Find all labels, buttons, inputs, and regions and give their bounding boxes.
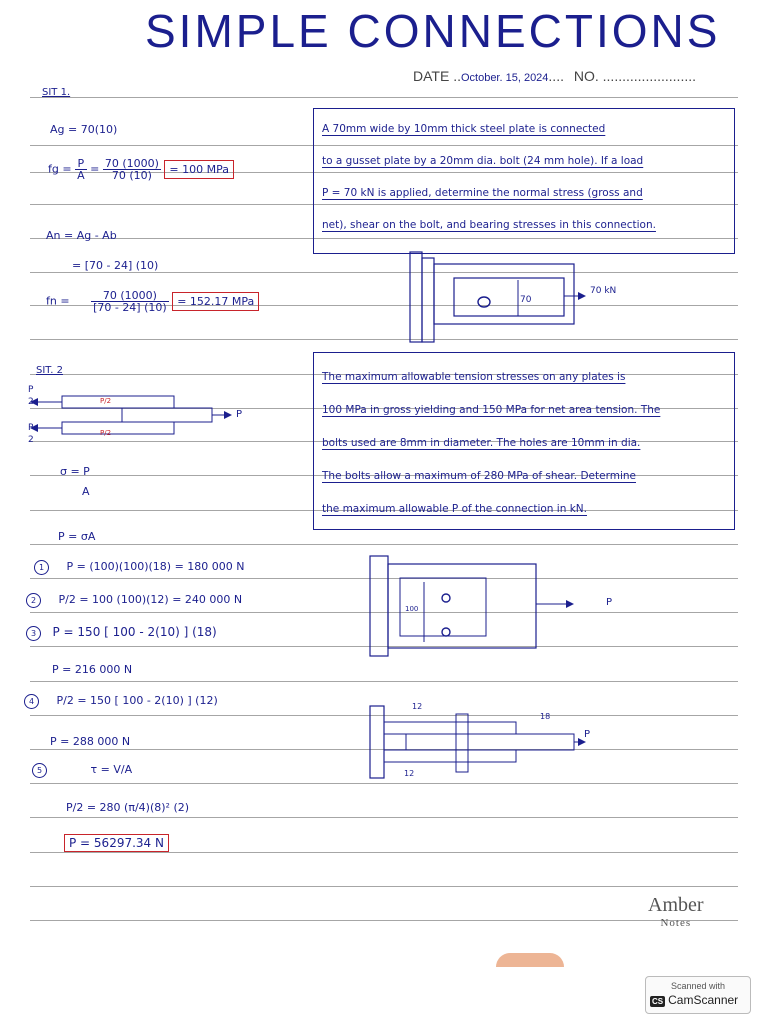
step-row bbox=[50, 736, 130, 747]
sit2-fig-p: P bbox=[606, 597, 613, 608]
ruled-line bbox=[30, 920, 738, 921]
fg-val-top: 70 (1000) bbox=[104, 157, 159, 170]
problem-line: A 70mm wide by 10mm thick steel plate is connected bbox=[322, 123, 606, 135]
sit2-fig-12b: 12 bbox=[404, 769, 415, 778]
step-row bbox=[26, 593, 242, 608]
step-number: 4 bbox=[24, 694, 39, 709]
sit2-lap-sketch bbox=[28, 385, 238, 448]
step-text: P/2 = 280 (π/4)(8)² (2) bbox=[66, 801, 190, 814]
fg-value-fraction bbox=[103, 158, 161, 181]
fn-result: = 152.17 MPa bbox=[172, 292, 259, 311]
step-text: P = 150 [ 100 - 2(10) ] (18) bbox=[52, 625, 217, 639]
brand-logo bbox=[648, 894, 704, 929]
camscanner-icon: CS bbox=[652, 997, 664, 1006]
sit2-sigma-den: A bbox=[82, 485, 90, 498]
scanned-with-text: Scanned with bbox=[670, 981, 726, 991]
fn-fraction bbox=[91, 290, 169, 313]
sit2-p-half-bot: P bbox=[28, 423, 34, 433]
ruled-line bbox=[30, 852, 738, 853]
problem-line: bolts used are 8mm in diameter. The holes are 10mm in dia. bbox=[322, 437, 641, 449]
fn-top: 70 (1000) bbox=[91, 290, 169, 302]
fg-val-bot: 70 (10) bbox=[111, 169, 152, 182]
problem-line: The maximum allowable tension stresses on any plates is bbox=[322, 371, 626, 383]
ruled-line bbox=[30, 886, 738, 887]
date-label: DATE .. bbox=[413, 68, 461, 84]
sit2-fig-p2: P bbox=[584, 729, 591, 740]
sit2-fig-dim-100: 100 bbox=[405, 605, 419, 613]
sit2-p: P bbox=[236, 409, 243, 420]
step-row bbox=[24, 694, 218, 709]
fg-fraction bbox=[75, 158, 87, 181]
sit2-two-top: 2 bbox=[28, 397, 34, 407]
sit2-problem-box bbox=[313, 352, 735, 530]
sit2-p-eq: P = σA bbox=[58, 530, 96, 543]
step-row bbox=[52, 664, 132, 675]
fg-frac-bot: A bbox=[77, 169, 85, 182]
problem-line: P = 70 kN is applied, determine the normal stress (gross and bbox=[322, 187, 643, 199]
problem-line: 100 MPa in gross yielding and 150 MPa for net area tension. The bbox=[322, 404, 661, 416]
fn-lhs: fn = bbox=[46, 294, 70, 308]
step-row bbox=[32, 763, 132, 778]
sit1-an2: = [70 - 24] (10) bbox=[72, 259, 159, 272]
sit1-fig-load: 70 kN bbox=[590, 286, 617, 296]
step-number: 2 bbox=[26, 593, 41, 608]
sit1-fg bbox=[48, 158, 234, 181]
sit2-sigma: σ = P bbox=[60, 465, 90, 478]
sit2-figure-side bbox=[366, 704, 606, 784]
sit1-fig-dim: 70 bbox=[520, 295, 532, 305]
fg-frac-top: P bbox=[75, 158, 87, 170]
step-text: P/2 = 150 [ 100 - 2(10) ] (12) bbox=[56, 694, 218, 707]
date-dots: .... bbox=[548, 68, 564, 84]
ruled-line bbox=[30, 817, 738, 818]
sit1-problem-box bbox=[313, 108, 735, 254]
step-row bbox=[66, 802, 189, 813]
camscanner-label: CamScanner bbox=[668, 993, 739, 1007]
step-text: P = 288 000 N bbox=[50, 735, 131, 748]
sit2-fig-18: 18 bbox=[540, 712, 551, 721]
page-title: SIMPLE CONNECTIONS bbox=[145, 5, 721, 57]
ruled-line bbox=[30, 681, 738, 682]
problem-line: to a gusset plate by a 20mm dia. bolt (24 mm hole). If a load bbox=[322, 155, 644, 167]
date-field bbox=[413, 68, 696, 84]
sit1-label: SIT 1. bbox=[42, 87, 71, 98]
brand-name: Amber bbox=[648, 894, 704, 916]
step-text: P = (100)(100)(18) = 180 000 N bbox=[66, 560, 245, 573]
step-row bbox=[26, 626, 217, 641]
step-number: 1 bbox=[34, 560, 49, 575]
fg-result: = 100 MPa bbox=[164, 160, 234, 179]
problem-line: net), shear on the bolt, and bearing stresses in this connection. bbox=[322, 219, 656, 231]
sit2-half-label-bot: P/2 bbox=[100, 429, 112, 437]
sit1-ag: Ag = 70(10) bbox=[50, 123, 118, 136]
sit2-label: SIT. 2 bbox=[36, 365, 63, 376]
camscanner-name bbox=[650, 993, 750, 1007]
ruled-line bbox=[30, 544, 738, 545]
fn-bot: [70 - 24] (10) bbox=[93, 301, 167, 314]
step-row bbox=[34, 560, 245, 575]
page-tab-decoration bbox=[496, 953, 564, 967]
problem-line: The bolts allow a maximum of 280 MPa of shear. Determine bbox=[322, 470, 636, 482]
fg-eq: = bbox=[90, 162, 100, 176]
sit2-p-half-top: P bbox=[28, 385, 34, 395]
sit2-two-bot: 2 bbox=[28, 435, 34, 445]
problem-line: the maximum allowable P of the connection in kN. bbox=[322, 503, 587, 515]
sit1-fn bbox=[46, 290, 259, 313]
camscanner-watermark bbox=[645, 976, 751, 1014]
sit2-fig-12a: 12 bbox=[412, 702, 423, 711]
sit1-an: An = Ag - Ab bbox=[46, 229, 117, 242]
step-number: 5 bbox=[32, 763, 47, 778]
sit2-half-label-top: P/2 bbox=[100, 397, 112, 405]
brand-sub: Notes bbox=[660, 917, 692, 929]
final-result: P = 56297.34 N bbox=[64, 834, 169, 852]
step-text: P = 216 000 N bbox=[52, 663, 133, 676]
step-text: P/2 = 100 (100)(12) = 240 000 N bbox=[58, 593, 243, 606]
ruled-line bbox=[30, 97, 738, 98]
date-value: October. 15, 2024 bbox=[460, 72, 549, 84]
step-text: τ = V/A bbox=[90, 763, 133, 776]
sit2-figure-front bbox=[366, 552, 606, 662]
step-number: 3 bbox=[26, 626, 41, 641]
number-label: NO. ........................ bbox=[573, 68, 697, 84]
fg-lhs: fg = bbox=[48, 162, 72, 176]
